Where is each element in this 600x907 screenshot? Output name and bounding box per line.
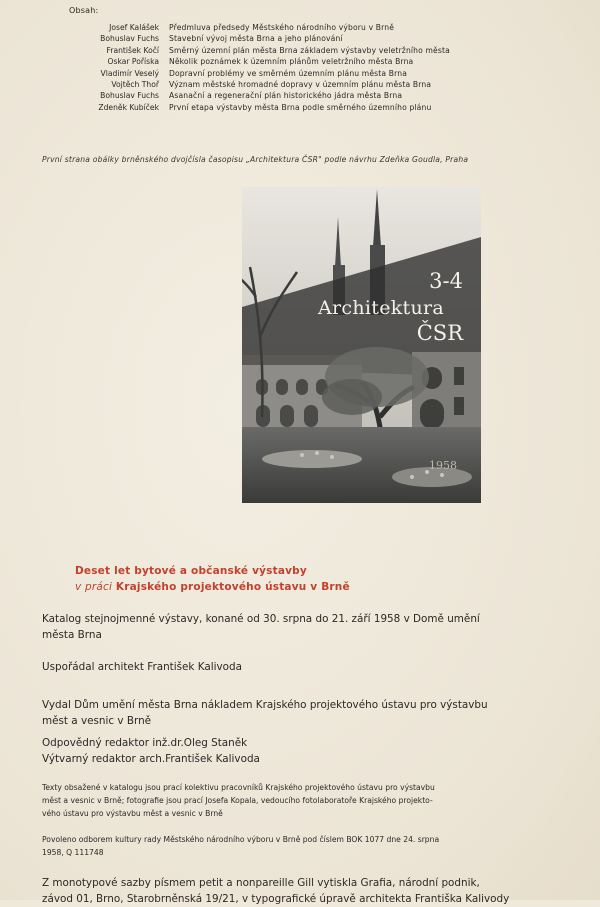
permit-line-1: Povoleno odborem kultury rady Městského národního výboru v Brně pod číslem BOK 1077 dne 24. srpna	[42, 835, 440, 844]
catalog-description	[42, 611, 532, 643]
toc-title: Dopravní problémy ve směrném územním plánu města Brna	[169, 68, 408, 78]
organizer-text: Uspořádal architekt František Kalivoda	[42, 661, 242, 673]
toc-author: Bohuslav Fuchs	[100, 34, 159, 44]
table-of-contents	[0, 22, 600, 113]
texts-note-line-1: Texty obsažené v katalogu jsou prací kolektivu pracovníků Krajského projektového ústavu pro výstavbu	[42, 783, 435, 792]
catalog-line-1: Katalog stejnojmenné výstavy, konané od 30. srpna do 21. září 1958 v Domě umění	[42, 613, 480, 625]
toc-row	[0, 68, 600, 79]
cover-subtitle: ČSR	[416, 321, 463, 345]
toc-title: Stavební vývoj města Brna a jeho plánování	[169, 34, 343, 44]
toc-row	[0, 22, 600, 33]
permit-note	[42, 833, 532, 859]
editor-line-1: Odpovědný redaktor inž.dr.Oleg Staněk	[42, 737, 248, 749]
organizer-line	[42, 659, 532, 675]
toc-row	[0, 79, 600, 90]
editor-line-2: Výtvarný redaktor arch.František Kalivoda	[42, 753, 260, 765]
toc-author: Vladimír Veselý	[100, 68, 159, 78]
toc-title: Význam městské hromadné dopravy v územním plánu města Brna	[169, 79, 432, 89]
toc-row	[0, 102, 600, 113]
heading-line-2	[75, 579, 350, 595]
toc-title: Předmluva předsedy Městského národního výboru v Brně	[169, 23, 395, 32]
heading-rest: Krajského projektového ústavu v Brně	[112, 581, 350, 593]
cover-image	[242, 187, 481, 503]
toc-author: František Kočí	[106, 45, 159, 55]
toc-author: Zdeněk Kubíček	[98, 102, 159, 112]
texts-note-line-2: měst a vesnic v Brně; fotografie jsou prací Josefa Kopala, vedoucího fotolaboratoře Krajského projekto-	[42, 796, 433, 805]
cover-title: Architektura	[318, 297, 445, 319]
editors-info	[42, 735, 532, 767]
cover-issue-number: 3-4	[429, 269, 463, 293]
toc-author: Vojtěch Thoř	[111, 79, 159, 89]
cover-photo-illustration	[242, 187, 481, 503]
toc-title: Směrný územní plán města Brna základem výstavby veletržního města	[169, 45, 450, 55]
colophon-line-1: Z monotypové sazby písmem petit a nonpareille Gill vytiskla Grafia, národní podnik,	[42, 877, 480, 889]
heading-italic: v práci	[75, 581, 113, 593]
toc-row	[0, 56, 600, 67]
toc-row	[0, 45, 600, 56]
toc-title: První etapa výstavby města Brna podle směrného územního plánu	[169, 102, 432, 112]
colophon	[42, 875, 532, 907]
heading-line-1: Deset let bytové a občanské výstavby	[75, 565, 307, 577]
catalog-heading	[75, 563, 350, 595]
toc-row	[0, 90, 600, 101]
texts-note-line-3: vého ústavu pro výstavbu měst a vesnic v Brně	[42, 809, 223, 818]
permit-line-2: 1958, Q 111748	[42, 848, 104, 857]
cover-year: 1958	[429, 459, 457, 472]
toc-title: Asanační a regenerační plán historického jádra města Brna	[169, 91, 403, 101]
cover-caption: První strana obálky brněnského dvojčísla časopisu „Architektura ČSR" podle návrhu Zdeňka Goudla, Praha	[42, 155, 469, 164]
toc-title: Několik poznámek k územním plánům veletržního města Brna	[169, 57, 414, 67]
publisher-info	[42, 697, 532, 729]
colophon-line-2: závod 01, Brno, Starobrněnská 19/21, v typografické úpravě architekta Františka Kalivody	[42, 893, 510, 905]
toc-author: Josef Kalášek	[109, 23, 159, 32]
toc-author: Bohuslav Fuchs	[100, 91, 159, 101]
publisher-line-2: měst a vesnic v Brně	[42, 715, 152, 727]
toc-row	[0, 33, 600, 44]
contents-label: Obsah:	[69, 6, 99, 15]
catalog-line-2: města Brna	[42, 629, 102, 641]
toc-author: Oskar Poříska	[107, 57, 159, 67]
texts-note	[42, 781, 532, 820]
publisher-line-1: Vydal Dům umění města Brna nákladem Krajského projektového ústavu pro výstavbu	[42, 699, 488, 711]
